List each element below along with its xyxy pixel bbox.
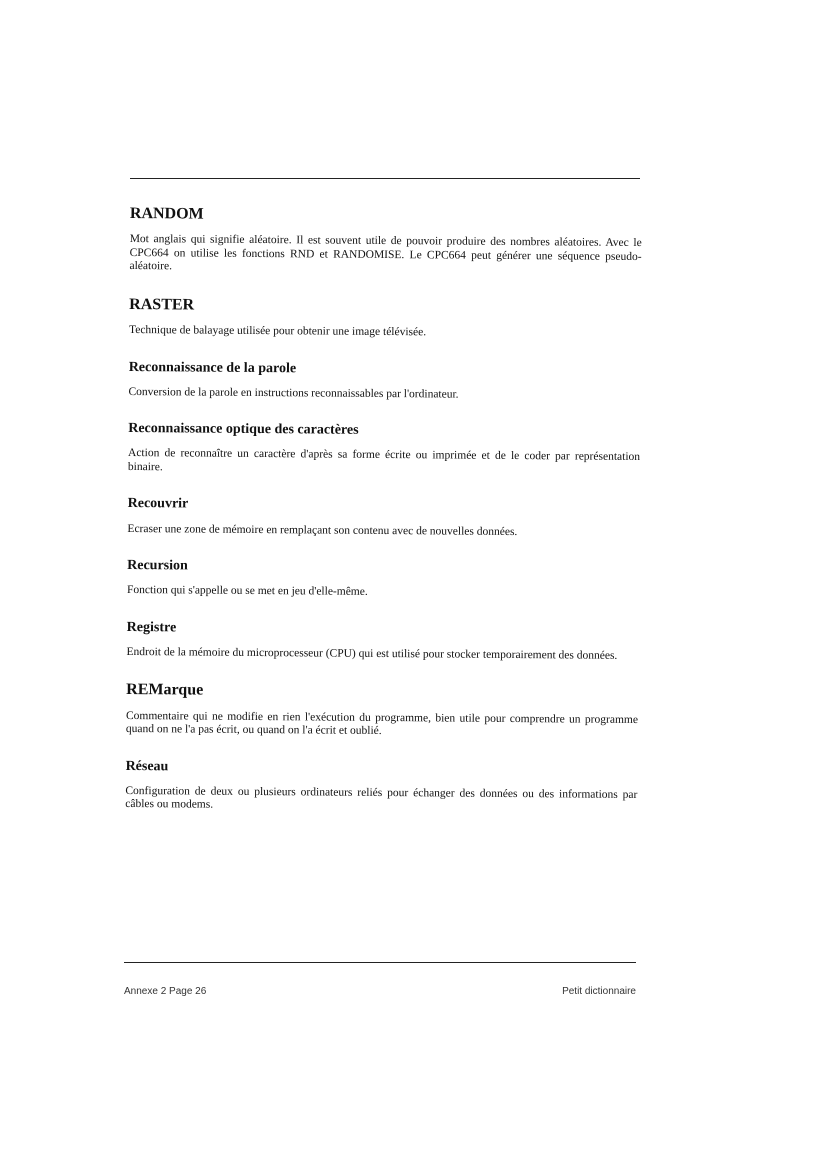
entry-raster [129, 296, 641, 342]
entry-definition: Ecraser une zone de mémoire en remplaçant son contenu avec de nouvelles données. [127, 522, 518, 538]
entry-definition: Configuration de deux ou plusieurs ordinateurs reliés pour échanger des données ou des informations par câbles ou modems. [125, 784, 638, 811]
entry-definition: Action de reconnaître un caractère d'après sa forme écrite ou imprimée et de le coder par représentation binaire. [127, 447, 641, 474]
entry-reconnaissance-optique [128, 421, 640, 478]
entry-definition: Endroit de la mémoire du microprocesseur (CPU) qui est utilisé pour stocker temporairement des données. [126, 645, 618, 662]
entry-recouvrir [127, 496, 639, 540]
entry-definition: Technique de balayage utilisée pour obtenir une image télévisée. [128, 324, 427, 339]
entry-term: Registre [126, 619, 177, 636]
entry-term: REMarque [126, 681, 204, 699]
page-footer-right: Petit dictionnaire [562, 986, 636, 997]
entry-definition: Conversion de la parole en instructions reconnaissables par l'ordinateur. [128, 385, 459, 401]
entry-registre [126, 620, 638, 664]
entry-term: Recouvrir [127, 496, 189, 512]
entry-term: Reconnaissance de la parole [128, 359, 297, 377]
dictionary-entries [125, 205, 642, 838]
entry-term: Réseau [125, 758, 169, 774]
entry-recursion [127, 558, 639, 602]
page-footer-left: Annexe 2 Page 26 [124, 986, 207, 997]
entry-random [129, 205, 642, 278]
entry-reseau [125, 759, 637, 816]
top-divider [130, 178, 640, 179]
entry-remarque [126, 681, 638, 740]
entry-definition: Commentaire qui ne modifie en rien l'exécution du programme, bien utile pour comprendre un programme quand on ne l'a pas écrit, ou quand on l'a écrit et oublié. [125, 709, 639, 738]
entry-definition: Fonction qui s'appelle ou se met en jeu d'elle-même. [126, 584, 368, 599]
entry-reconnaissance-parole [128, 360, 640, 404]
entry-definition: Mot anglais qui signifie aléatoire. Il est souvent utile de pouvoir produire des nombres aléatoires. Avec le CPC664 on utilise les fonctions RND et RANDOMISE. Le CPC664 peut générer une séquence pseudo-aléatoire. [129, 233, 642, 273]
bottom-divider [124, 962, 636, 963]
entry-term: RANDOM [129, 205, 204, 223]
entry-term: RASTER [129, 295, 195, 314]
entry-term: Recursion [127, 558, 188, 574]
entry-term: Reconnaissance optique des caractères [128, 421, 359, 439]
